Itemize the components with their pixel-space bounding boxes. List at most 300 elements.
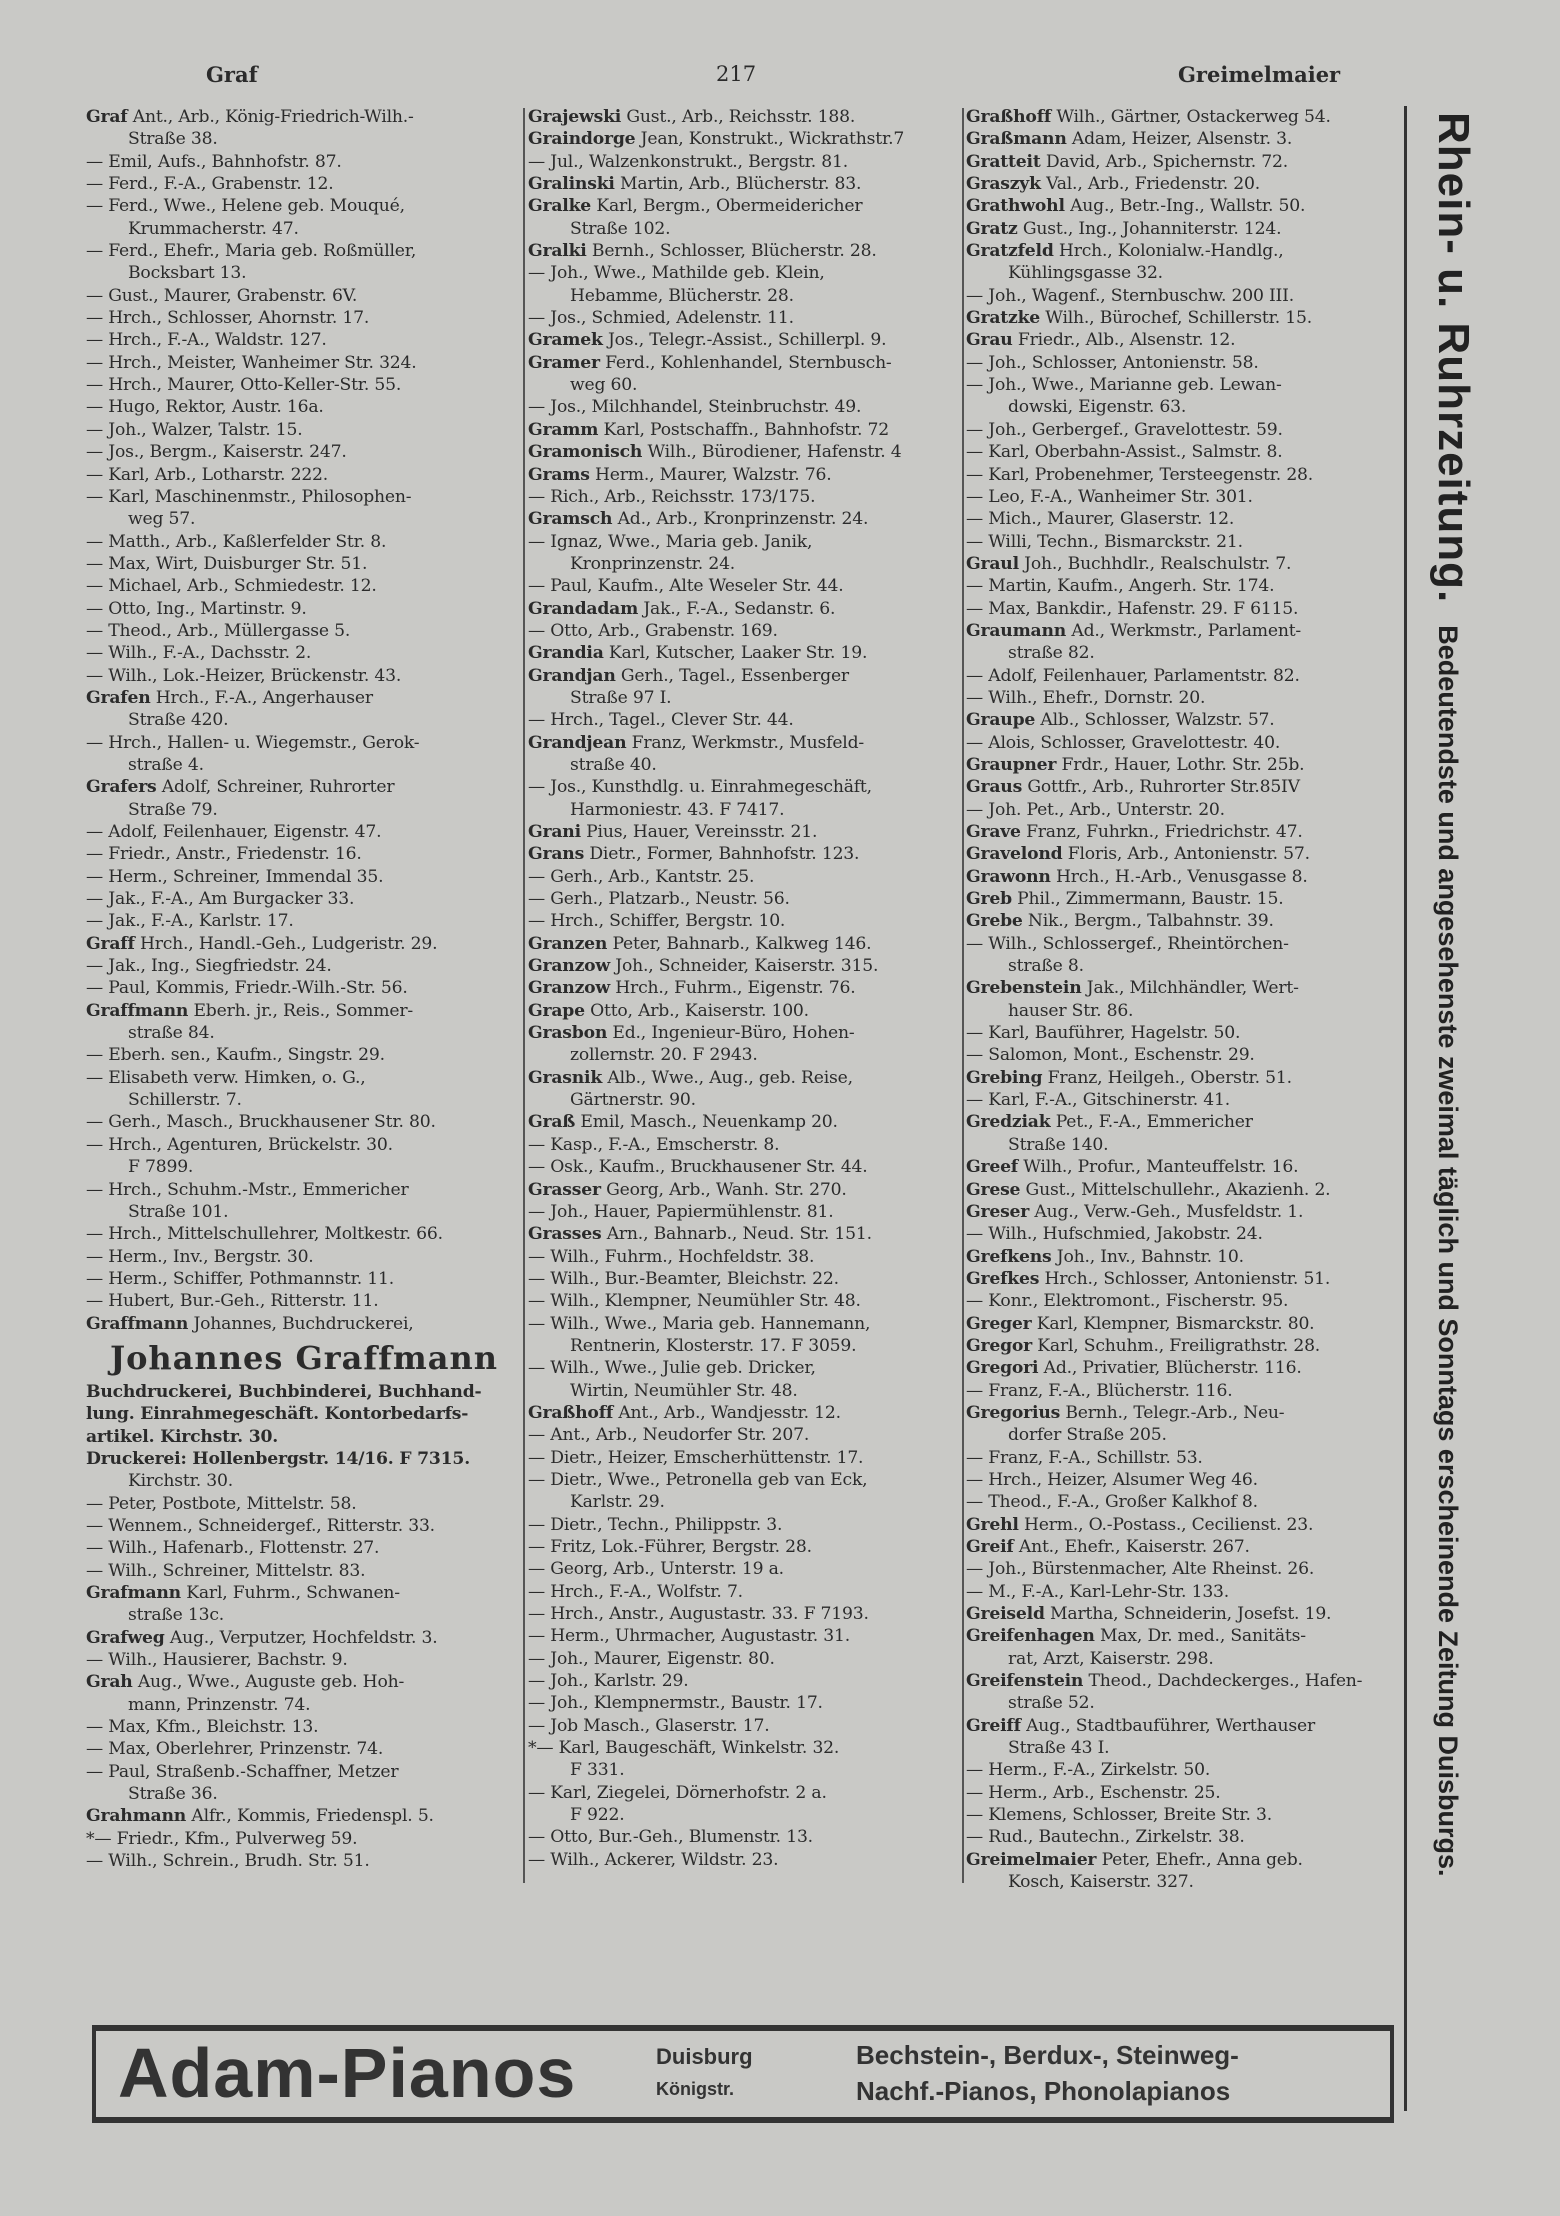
entry-continuation: Harmoniestr. 43. F 7417. [570, 799, 785, 820]
entry-text: Martha, Schneiderin, Josefst. 19. [1050, 1604, 1332, 1625]
entry-text: — Gerh., Masch., Bruckhausener Str. 80. [86, 1112, 436, 1133]
entry-text: Hrch., Schlosser, Antonienstr. 51. [1044, 1268, 1331, 1289]
entry-continuation: dorfer Straße 205. [1008, 1425, 1167, 1446]
entry-text: — Rud., Bautechn., Zirkelstr. 38. [966, 1827, 1245, 1848]
directory-entry [966, 933, 1396, 955]
entry-text: — Joh., Klempnermstr., Baustr. 17. [528, 1693, 823, 1714]
surname: Graumann [966, 620, 1067, 641]
entry-text: Aug., Betr.-Ing., Wallstr. 50. [1070, 196, 1306, 217]
entry-text: Hrch., F.-A., Angerhauser [155, 687, 373, 708]
entry-text: — Alois, Schlosser, Gravelottestr. 40. [966, 732, 1281, 753]
directory-entry [966, 843, 1396, 865]
entry-continuation: Schillerstr. 7. [128, 1090, 242, 1111]
entry-text: — Joh., Hauer, Papiermühlenstr. 81. [528, 1201, 834, 1222]
entry-continuation: Wirtin, Neumühler Str. 48. [570, 1380, 798, 1401]
entry-text: — Jak., F.-A., Am Burgacker 33. [86, 889, 355, 910]
directory-entry [86, 396, 522, 418]
surname: Graßhoff [528, 1402, 614, 1423]
entry-text: — Mich., Maurer, Glaserstr. 12. [966, 509, 1235, 530]
directory-entry [966, 1715, 1396, 1737]
directory-entry [966, 910, 1396, 932]
directory-entry [966, 240, 1396, 262]
entry-text: Floris, Arb., Antonienstr. 57. [1067, 844, 1310, 865]
surname: Gramonisch [528, 442, 643, 463]
surname: Grah [86, 1672, 133, 1693]
entry-text: — Peter, Postbote, Mittelstr. 58. [86, 1493, 357, 1514]
directory-entry [966, 1826, 1396, 1848]
directory-entry [966, 218, 1396, 240]
entry-text: — Salomon, Mont., Eschenstr. 29. [966, 1045, 1255, 1066]
directory-entry [528, 821, 960, 843]
entry-text: — Willi, Techn., Bismarckstr. 21. [966, 531, 1243, 552]
directory-entry [528, 1447, 960, 1469]
directory-entry [528, 888, 960, 910]
entry-text: Hrch., Handl.-Geh., Ludgeristr. 29. [139, 933, 438, 954]
column-2 [528, 106, 960, 1871]
surname: Grafweg [86, 1627, 165, 1648]
entry-text: — Hrch., F.-A., Wolfstr. 7. [528, 1581, 743, 1602]
entry-continuation: Kirchstr. 30. [128, 1471, 233, 1492]
entry-text: Adam, Heizer, Alsenstr. 3. [1071, 129, 1293, 150]
directory-entry [528, 352, 960, 374]
entry-text: — Theod., Arb., Müllergasse 5. [86, 620, 351, 641]
entry-text: — Karl, Arb., Lotharstr. 222. [86, 464, 329, 485]
entry-text: Emil, Masch., Neuenkamp 20. [580, 1112, 838, 1133]
directory-entry [966, 1044, 1396, 1066]
directory-entry [86, 195, 522, 217]
entry-text: — Hrch., Tagel., Clever Str. 44. [528, 710, 794, 731]
entry-text: Pius, Hauer, Vereinsstr. 21. [586, 822, 818, 842]
entry-continuation: Hebamme, Blücherstr. 28. [570, 285, 794, 306]
entry-text: Gottfr., Arb., Ruhrorter Str.85IV [1027, 777, 1300, 798]
entry-text: — Herm., Uhrmacher, Augustastr. 31. [528, 1626, 850, 1647]
surname: Gredziak [966, 1112, 1051, 1133]
directory-entry [86, 955, 522, 977]
directory-entry [86, 352, 522, 374]
directory-entry [966, 620, 1396, 642]
entry-text: — Hubert, Bur.-Geh., Ritterstr. 11. [86, 1291, 379, 1312]
directory-entry [86, 1111, 522, 1133]
surname: Gralinski [528, 174, 615, 195]
entry-text: — Herm., F.-A., Zirkelstr. 50. [966, 1760, 1211, 1781]
surname: Grefkens [966, 1246, 1052, 1267]
directory-entry [86, 173, 522, 195]
entry-text: — Joh., Gerbergef., Gravelottestr. 59. [966, 419, 1283, 440]
entry-text: — Joh., Karlstr. 29. [528, 1671, 689, 1692]
surname: Graf [86, 107, 128, 127]
entry-text: — Karl, F.-A., Gitschinerstr. 41. [966, 1090, 1231, 1111]
entry-text: — Otto, Arb., Grabenstr. 169. [528, 620, 778, 641]
surname: Graffmann [86, 1313, 189, 1334]
entry-text: — Adolf, Feilenhauer, Eigenstr. 47. [86, 822, 382, 842]
directory-entry [966, 128, 1396, 150]
entry-text: Aug., Verputzer, Hochfeldstr. 3. [169, 1627, 438, 1648]
entry-text: Gust., Arb., Reichsstr. 188. [626, 107, 856, 127]
entry-text: — Karl, Ziegelei, Dörnerhofstr. 2 a. [528, 1782, 827, 1803]
entry-text: Nik., Bergm., Talbahnstr. 39. [1027, 911, 1274, 932]
directory-entry [86, 151, 522, 173]
directory-entry [528, 106, 960, 128]
column-divider [962, 108, 964, 1883]
directory-entry [966, 1022, 1396, 1044]
surname: Greif [966, 1537, 1014, 1557]
entry-text: — Joh., Wwe., Mathilde geb. Klein, [528, 263, 825, 284]
entry-text: — Hrch., Hallen- u. Wiegemstr., Gerok- [86, 732, 420, 753]
directory-entry [966, 553, 1396, 575]
directory-entry [966, 374, 1396, 396]
entry-text: — Jos., Schmied, Adelenstr. 11. [528, 308, 794, 329]
surname: Gralke [528, 196, 592, 217]
entry-text: — Ferd., Wwe., Helene geb. Mouqué, [86, 196, 405, 217]
entry-continuation: zollernstr. 20. F 2943. [570, 1045, 758, 1066]
surname: Granzen [528, 933, 608, 954]
entry-text: — Joh. Pet., Arb., Unterstr. 20. [966, 799, 1225, 820]
entry-text: Johannes, Buchdruckerei, [193, 1313, 414, 1334]
surname: Greimelmaier [966, 1849, 1097, 1870]
entry-text: — Emil, Aufs., Bahnhofstr. 87. [86, 151, 342, 172]
entry-continuation: rat, Arzt, Kaiserstr. 298. [1008, 1648, 1214, 1669]
entry-text: Franz, Heilgeh., Oberstr. 51. [1047, 1067, 1292, 1088]
surname: Grasbon [528, 1023, 608, 1044]
surname: Greger [966, 1313, 1032, 1334]
entry-text: — Max, Kfm., Bleichstr. 13. [86, 1717, 319, 1738]
entry-continuation: Kosch, Kaiserstr. 327. [1008, 1872, 1194, 1893]
entry-text: — Jak., Ing., Siegfriedstr. 24. [86, 956, 332, 977]
entry-text: Bernh., Schlosser, Blücherstr. 28. [591, 241, 877, 262]
directory-entry [528, 1849, 960, 1871]
directory-entry [86, 374, 522, 396]
entry-continuation: F 331. [570, 1760, 625, 1781]
entry-continuation: Kühlingsgasse 32. [1008, 263, 1163, 284]
surname: Greiseld [966, 1604, 1045, 1625]
surname: Grafmann [86, 1583, 181, 1603]
directory-entry [528, 1179, 960, 1201]
entry-text: — Joh., Walzer, Talstr. 15. [86, 419, 303, 440]
directory-entry [528, 933, 960, 955]
directory-entry [86, 1761, 522, 1783]
entry-text: — Wilh., F.-A., Dachsstr. 2. [86, 643, 312, 664]
directory-entry [528, 1737, 960, 1759]
entry-text: Karl, Schuhm., Freiligrathstr. 28. [1037, 1335, 1321, 1356]
entry-text: Franz, Fuhrkn., Friedrichstr. 47. [1026, 822, 1303, 842]
entry-continuation: Kronprinzenstr. 24. [570, 553, 736, 574]
entry-continuation: Straße 420. [128, 710, 229, 731]
entry-continuation: mann, Prinzenstr. 74. [128, 1694, 311, 1715]
directory-entry [86, 419, 522, 441]
entry-text: Ad., Werkmstr., Parlament- [1071, 620, 1302, 641]
entry-text: — Hrch., Agenturen, Brückelstr. 30. [86, 1134, 393, 1155]
entry-text: Joh., Inv., Bahnstr. 10. [1056, 1246, 1244, 1267]
surname: Grave [966, 822, 1021, 842]
ad-street: Königstr. [656, 2079, 735, 2099]
entry-text: — Franz, F.-A., Schillstr. 53. [966, 1447, 1203, 1468]
directory-entry [86, 1627, 522, 1649]
page-number: 217 [716, 62, 757, 86]
directory-entry [86, 1313, 522, 1335]
entry-text: — Wilh., Schreiner, Mittelstr. 83. [86, 1560, 366, 1581]
entry-text: — Kasp., F.-A., Emscherstr. 8. [528, 1134, 780, 1155]
entry-text: — Joh., Maurer, Eigenstr. 80. [528, 1648, 775, 1669]
surname: Graus [966, 777, 1023, 798]
directory-entry [966, 307, 1396, 329]
entry-text: — Gerh., Platzarb., Neustr. 56. [528, 889, 790, 910]
directory-entry [86, 1246, 522, 1268]
entry-text: — Hrch., Maurer, Otto-Keller-Str. 55. [86, 375, 402, 396]
directory-entry [86, 821, 522, 843]
entry-text: Alb., Wwe., Aug., geb. Reise, [607, 1067, 853, 1088]
entry-text: — Max, Wirt, Duisburger Str. 51. [86, 553, 368, 574]
entry-continuation: weg 60. [570, 375, 638, 396]
entry-text: Dietr., Former, Bahnhofstr. 123. [589, 844, 860, 865]
entry-text: — Dietr., Wwe., Petronella geb van Eck, [528, 1469, 868, 1490]
entry-text: Jos., Telegr.-Assist., Schillerpl. 9. [607, 330, 887, 351]
directory-entry [528, 1536, 960, 1558]
directory-entry [86, 933, 522, 955]
entry-text: Karl, Bergm., Obermeidericher [596, 196, 863, 217]
directory-entry [86, 486, 522, 508]
surname: Gramsch [528, 509, 613, 530]
directory-entry [528, 464, 960, 486]
directory-entry [966, 419, 1396, 441]
entry-text: — Wilh., Wwe., Julie geb. Dricker, [528, 1358, 816, 1379]
directory-entry [966, 1514, 1396, 1536]
entry-text: Peter, Bahnarb., Kalkweg 146. [612, 933, 872, 954]
directory-entry [86, 977, 522, 999]
directory-entry [528, 173, 960, 195]
directory-entry [966, 1804, 1396, 1826]
surname: Gramer [528, 352, 600, 373]
surname: Gregorius [966, 1402, 1061, 1423]
directory-entry [966, 1625, 1396, 1647]
surname: Grandia [528, 643, 604, 664]
ad-brands [856, 2037, 1239, 2109]
directory-entry [86, 531, 522, 553]
entry-text: — Matth., Arb., Kaßlerfelder Str. 8. [86, 531, 387, 552]
directory-entry [966, 1447, 1396, 1469]
directory-entry [528, 1715, 960, 1737]
entry-text: — Hugo, Rektor, Austr. 16a. [86, 397, 324, 418]
directory-entry [86, 575, 522, 597]
entry-text: Wilh., Bürodiener, Hafenstr. 4 [647, 442, 902, 463]
surname: Graszyk [966, 174, 1041, 195]
entry-text: — Hrch., Heizer, Alsumer Weg 46. [966, 1469, 1258, 1490]
printer-advertisement-line: Druckerei: Hollenbergstr. 14/16. F 7315. [86, 1448, 470, 1469]
entry-continuation: Straße 38. [128, 129, 218, 150]
directory-entry [86, 1560, 522, 1582]
entry-text: Theod., Dachdeckerges., Hafen- [1088, 1671, 1363, 1692]
directory-entry [966, 799, 1396, 821]
directory-entry [86, 888, 522, 910]
entry-text: — Herm., Inv., Bergstr. 30. [86, 1246, 314, 1267]
directory-entry [86, 1828, 522, 1850]
directory-entry [528, 1022, 960, 1044]
directory-entry [86, 665, 522, 687]
entry-text: Alb., Schlosser, Walzstr. 57. [1040, 710, 1275, 731]
entry-text: Adolf, Schreiner, Ruhrorter [161, 777, 395, 798]
entry-text: — Paul, Kaufm., Alte Weseler Str. 44. [528, 576, 844, 597]
directory-entry [966, 598, 1396, 620]
entry-text: Phil., Zimmermann, Baustr. 15. [1017, 889, 1284, 910]
directory-entry [528, 262, 960, 284]
entry-text: David, Arb., Spichernstr. 72. [1045, 151, 1288, 172]
entry-text: — Herm., Arb., Eschenstr. 25. [966, 1782, 1221, 1803]
entry-text: — Ant., Arb., Neudorfer Str. 207. [528, 1425, 810, 1446]
surname: Greb [966, 889, 1012, 910]
entry-text: — Hrch., Schuhm.-Mstr., Emmericher [86, 1179, 409, 1200]
surname: Gravelond [966, 844, 1063, 865]
directory-entry [528, 1402, 960, 1424]
surname: Greifenstein [966, 1671, 1084, 1692]
directory-entry [528, 1603, 960, 1625]
directory-entry [86, 687, 522, 709]
entry-text: Karl, Klempner, Bismarckstr. 80. [1036, 1313, 1315, 1334]
directory-entry [86, 1290, 522, 1312]
surname: Gregori [966, 1358, 1039, 1379]
surname: Grams [528, 464, 590, 485]
surname: Gralki [528, 241, 587, 262]
entry-text: — Konr., Elektromont., Fischerstr. 95. [966, 1291, 1289, 1312]
surname: Grahmann [86, 1806, 187, 1827]
entry-continuation: weg 57. [128, 509, 196, 530]
directory-entry [528, 1268, 960, 1290]
directory-entry [528, 1514, 960, 1536]
directory-entry [966, 1536, 1396, 1558]
entry-text: Gerh., Tagel., Essenberger [620, 665, 849, 686]
entry-text: Ant., Arb., König-Friedrich-Wilh.- [132, 107, 414, 127]
entry-text: — Fritz, Lok.-Führer, Bergstr. 28. [528, 1537, 812, 1557]
directory-entry [966, 1469, 1396, 1491]
entry-text: — Adolf, Feilenhauer, Parlamentstr. 82. [966, 665, 1300, 686]
entry-text: — Karl, Probenehmer, Tersteegenstr. 28. [966, 464, 1314, 485]
entry-text: — Karl, Bauführer, Hagelstr. 50. [966, 1023, 1241, 1044]
directory-entry [528, 1223, 960, 1245]
surname: Grathwohl [966, 196, 1065, 217]
entry-text: — Wilh., Schrein., Brudh. Str. 51. [86, 1851, 370, 1872]
entry-text: Ad., Privatier, Blücherstr. 116. [1043, 1358, 1302, 1379]
directory-entry [528, 776, 960, 798]
entry-text: — Wilh., Schlossergef., Rheintörchen- [966, 933, 1289, 954]
directory-entry [966, 1290, 1396, 1312]
entry-text: — Hrch., Schiffer, Bergstr. 10. [528, 911, 786, 932]
entry-text: — Wilh., Hafenarb., Flottenstr. 27. [86, 1538, 380, 1559]
entry-text: Herm., Maurer, Walzstr. 76. [595, 464, 832, 485]
directory-entry [86, 1850, 522, 1872]
entry-text: — Jul., Walzenkonstrukt., Bergstr. 81. [528, 151, 849, 172]
directory-entry [86, 1134, 522, 1156]
surname: Graff [86, 933, 135, 954]
surname: Gramm [528, 419, 599, 440]
directory-entry [528, 151, 960, 173]
directory-entry [528, 866, 960, 888]
directory-entry [528, 240, 960, 262]
surname: Grefkes [966, 1268, 1040, 1289]
bottom-advertisement [92, 2025, 1394, 2123]
directory-entry [966, 1782, 1396, 1804]
entry-text: — Wilh., Ackerer, Wildstr. 23. [528, 1849, 779, 1870]
entry-text: — Jos., Kunsthdlg. u. Einrahmegeschäft, [528, 777, 872, 798]
entry-text: Alfr., Kommis, Friedenspl. 5. [191, 1806, 434, 1827]
directory-entry [86, 1044, 522, 1066]
entry-text: — Martin, Kaufm., Angerh. Str. 174. [966, 576, 1275, 597]
entry-text: — Ferd., Ehefr., Maria geb. Roßmüller, [86, 241, 417, 262]
surname: Gregor [966, 1335, 1033, 1356]
directory-entry [528, 575, 960, 597]
directory-entry [528, 1581, 960, 1603]
surname: Gratzfeld [966, 241, 1054, 262]
surname: Grasses [528, 1224, 602, 1245]
directory-entry [966, 195, 1396, 217]
surname: Gratzke [966, 308, 1041, 329]
entry-text: — Wilh., Fuhrm., Hochfeldstr. 38. [528, 1246, 815, 1267]
entry-text: Wilh., Bürochef, Schillerstr. 15. [1045, 308, 1312, 329]
directory-entry [528, 1313, 960, 1335]
side-advertisement [1428, 112, 1478, 1877]
entry-text: — Wilh., Bur.-Beamter, Bleichstr. 22. [528, 1268, 839, 1289]
directory-entry [966, 709, 1396, 731]
entry-text: — Hrch., Anstr., Augustastr. 33. F 7193. [528, 1604, 869, 1625]
entry-continuation: straße 13c. [128, 1605, 225, 1626]
entry-text: — Gerh., Arb., Kantstr. 25. [528, 866, 755, 887]
entry-text: *— Karl, Baugeschäft, Winkelstr. 32. [528, 1738, 840, 1759]
entry-text: — Ferd., F.-A., Grabenstr. 12. [86, 174, 334, 195]
surname: Grese [966, 1179, 1021, 1200]
surname: Greser [966, 1201, 1030, 1222]
entry-text: — Wennem., Schneidergef., Ritterstr. 33. [86, 1515, 435, 1536]
printer-advertisement-line: artikel. Kirchstr. 30. [86, 1426, 279, 1447]
entry-text: Wilh., Profur., Manteuffelstr. 16. [1023, 1157, 1299, 1178]
entry-text: *— Friedr., Kfm., Pulverweg 59. [86, 1828, 358, 1849]
directory-entry [86, 1067, 522, 1089]
entry-text: Franz, Werkmstr., Musfeld- [631, 732, 865, 753]
directory-entry [86, 106, 522, 128]
entry-text: Georg, Arb., Wanh. Str. 270. [606, 1179, 847, 1200]
entry-continuation: Krummacherstr. 47. [128, 218, 299, 239]
entry-text: — Joh., Schlosser, Antonienstr. 58. [966, 352, 1259, 373]
running-head-left: Graf [206, 62, 258, 87]
directory-entry [966, 285, 1396, 307]
entry-text: — Paul, Kommis, Friedr.-Wilh.-Str. 56. [86, 978, 408, 999]
directory-entry [86, 1716, 522, 1738]
directory-entry [86, 553, 522, 575]
entry-text: — Karl, Oberbahn-Assist., Salmstr. 8. [966, 442, 1283, 463]
entry-text: Otto, Arb., Kaiserstr. 100. [590, 1000, 809, 1021]
entry-text: — Rich., Arb., Reichsstr. 173/175. [528, 486, 816, 507]
directory-entry [966, 1313, 1396, 1335]
surname: Greef [966, 1157, 1018, 1178]
entry-continuation: straße 52. [1008, 1693, 1095, 1714]
surname: Gratteit [966, 151, 1041, 172]
entry-text: Hrch., H.-Arb., Venusgasse 8. [1056, 866, 1308, 887]
directory-entry [528, 955, 960, 977]
entry-text: Karl, Fuhrm., Schwanen- [186, 1583, 400, 1603]
entry-text: Peter, Ehefr., Anna geb. [1101, 1849, 1303, 1870]
surname: Gratz [966, 218, 1018, 239]
directory-entry [966, 1335, 1396, 1357]
surname: Grandjan [528, 665, 616, 686]
surname: Greiff [966, 1715, 1021, 1736]
directory-entry [966, 1179, 1396, 1201]
directory-entry [966, 1380, 1396, 1402]
entry-text: — Hrch., F.-A., Waldstr. 127. [86, 330, 327, 351]
entry-text: Ant., Arb., Wandjesstr. 12. [618, 1402, 841, 1423]
directory-entry [966, 531, 1396, 553]
directory-entry [528, 709, 960, 731]
entry-text: Karl, Postschaffn., Bahnhofstr. 72 [603, 419, 889, 440]
entry-text: — Wilh., Hufschmied, Jakobstr. 24. [966, 1224, 1263, 1245]
surname: Graindorge [528, 129, 636, 150]
entry-text: — Leo, F.-A., Wanheimer Str. 301. [966, 486, 1253, 507]
entry-continuation: Straße 79. [128, 799, 218, 820]
